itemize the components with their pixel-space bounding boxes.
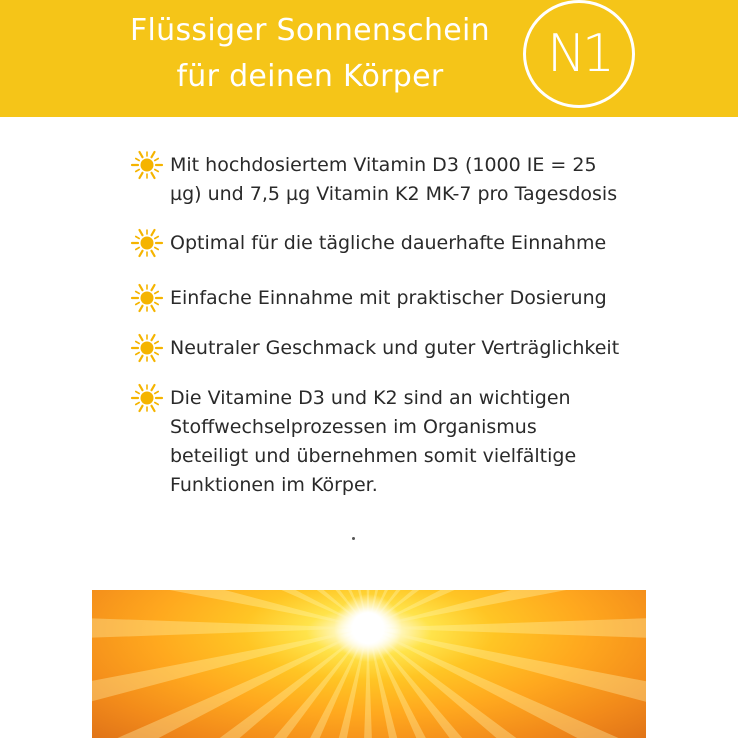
header-title-line-1: Flüssiger Sonnenschein (129, 13, 490, 48)
benefit-text: Optimal für die tägliche dauerhafte Einnahme (170, 232, 607, 254)
benefit-text: Stoffwechselprozessen im Organismus (170, 416, 537, 438)
sunshine-photo (92, 590, 646, 738)
benefit-text: µg) und 7,5 µg Vitamin K2 MK-7 pro Tagesdosis (170, 183, 618, 205)
sun-rays-graphic (92, 590, 646, 738)
benefit-text: Funktionen im Körper. (170, 474, 378, 496)
sun-icon (130, 148, 164, 182)
benefit-text: Einfache Einnahme mit praktischer Dosierung (170, 287, 607, 309)
benefit-item-daily-use (130, 229, 690, 260)
header-title-line-2: für deinen Körper (176, 59, 444, 94)
sun-icon (130, 226, 164, 260)
benefit-text: Mit hochdosiertem Vitamin D3 (1000 IE = 25 (170, 154, 597, 176)
benefit-item-taste (130, 334, 690, 365)
separator-dot (352, 537, 355, 540)
sun-icon (130, 281, 164, 315)
benefit-text: beteiligt und übernehmen somit vielfältige (170, 445, 577, 467)
benefit-item-metabolism (130, 384, 690, 500)
sun-icon (130, 381, 164, 415)
brand-logo: N1 (523, 0, 635, 108)
benefit-text: Neutraler Geschmack und guter Verträglichkeit (170, 337, 620, 359)
benefit-text: Die Vitamine D3 und K2 sind an wichtigen (170, 387, 571, 409)
sun-icon (130, 331, 164, 365)
benefit-item-easy-intake (130, 284, 690, 315)
benefit-item-dosage (130, 151, 690, 209)
